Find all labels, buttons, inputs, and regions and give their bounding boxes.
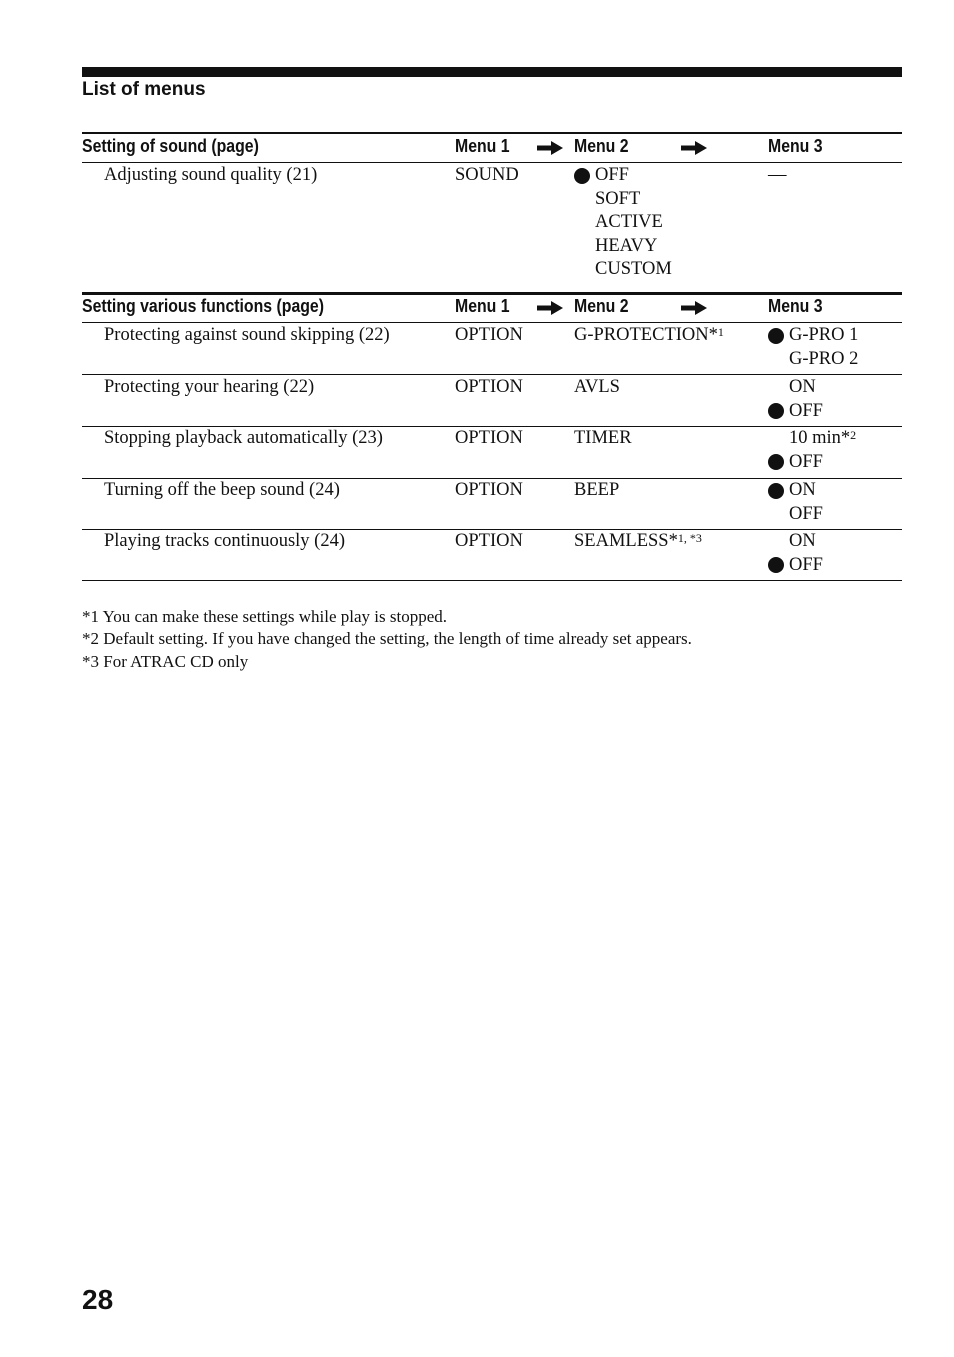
table2-header-menu3: Menu 3 [768, 296, 823, 316]
menu2-value: G-PROTECTION*$^1$ [574, 325, 724, 345]
page-number: 28 [82, 1284, 114, 1315]
arrow-right-icon [681, 301, 707, 315]
footnote-ref: 1 [717, 325, 724, 339]
option-item: ON [789, 377, 816, 397]
default-bullet-icon [768, 557, 784, 573]
option-item: CUSTOM [595, 259, 672, 279]
default-bullet-icon [768, 483, 784, 499]
footnote-ref: 2 [850, 428, 857, 442]
footnote-2: *2 Default setting. If you have changed the setting, the length of time already set appears. [82, 629, 692, 648]
footnote-3: *3 For ATRAC CD only [82, 652, 249, 671]
option-item: HEAVY [595, 235, 658, 256]
table2-header-menu1: Menu 1 [455, 296, 510, 316]
option-item: SOFT [595, 188, 641, 209]
table2-bottom-rule [82, 580, 902, 581]
option-item: OFF [768, 451, 856, 475]
table2-header-menu2: Menu 2 [574, 296, 629, 316]
setting-label: Playing tracks continuously (24) [104, 531, 345, 551]
menu3-options [768, 427, 856, 474]
table1-top-rule [82, 132, 902, 134]
setting-label: Stopping playback automatically (23) [104, 428, 383, 448]
table2-header-setting: Setting various functions (page) [82, 296, 325, 316]
row-divider [82, 374, 902, 375]
option-item: ACTIVE [595, 212, 663, 232]
top-rule [82, 67, 902, 77]
table1-header-menu2: Menu 2 [574, 136, 629, 156]
menu1-value: OPTION [455, 531, 523, 551]
option-item: 10 min* $^2$ [768, 427, 856, 451]
setting-label: Adjusting sound quality (21) [104, 165, 318, 185]
setting-label: Turning off the beep sound (24) [104, 480, 340, 500]
table2-header-rule [82, 322, 902, 323]
table1-header-menu1: Menu 1 [455, 136, 510, 156]
section-title: List of menus [82, 79, 206, 100]
option-item: OFF [768, 554, 823, 578]
menu3-options [768, 376, 823, 423]
menu1-value: OPTION [455, 377, 523, 397]
footnote-ref: 1, *3 [677, 531, 702, 545]
menu2-value: TIMER [574, 428, 632, 448]
menu2-value: BEEP [574, 480, 620, 500]
option-item: G-PRO 2 [789, 348, 859, 369]
menu1-value: SOUND [455, 165, 519, 185]
menu3-options [768, 324, 858, 371]
arrow-right-icon [537, 301, 563, 315]
default-bullet-icon [768, 454, 784, 470]
menu2-value: SEAMLESS*$^{1, *3}$ [574, 531, 702, 551]
option-item: OFF [768, 400, 823, 424]
option-item: ON [768, 479, 823, 503]
menu3-options [768, 479, 823, 526]
option-item: OFF [574, 164, 672, 188]
default-bullet-icon [574, 168, 590, 184]
setting-label: Protecting your hearing (22) [104, 377, 315, 397]
table2-top-rule [82, 292, 902, 295]
table1-header-setting: Setting of sound (page) [82, 136, 259, 156]
menu3-value: — [768, 165, 787, 185]
option-item: OFF [789, 503, 823, 524]
menu2-value: AVLS [574, 377, 620, 397]
menu1-value: OPTION [455, 428, 523, 448]
setting-label: Protecting against sound skipping (22) [104, 325, 390, 345]
table1-header-rule [82, 162, 902, 163]
option-item: G-PRO 1 [768, 324, 858, 348]
table1-header-menu3: Menu 3 [768, 136, 823, 156]
footnote-1: *1 You can make these settings while play is stopped. [82, 607, 447, 626]
default-bullet-icon [768, 328, 784, 344]
option-item: ON [789, 531, 816, 551]
menu3-options [768, 530, 823, 577]
menu1-value: OPTION [455, 325, 523, 345]
menu1-value: OPTION [455, 480, 523, 500]
default-bullet-icon [768, 403, 784, 419]
arrow-right-icon [537, 141, 563, 155]
menu2-options [574, 164, 672, 282]
arrow-right-icon [681, 141, 707, 155]
